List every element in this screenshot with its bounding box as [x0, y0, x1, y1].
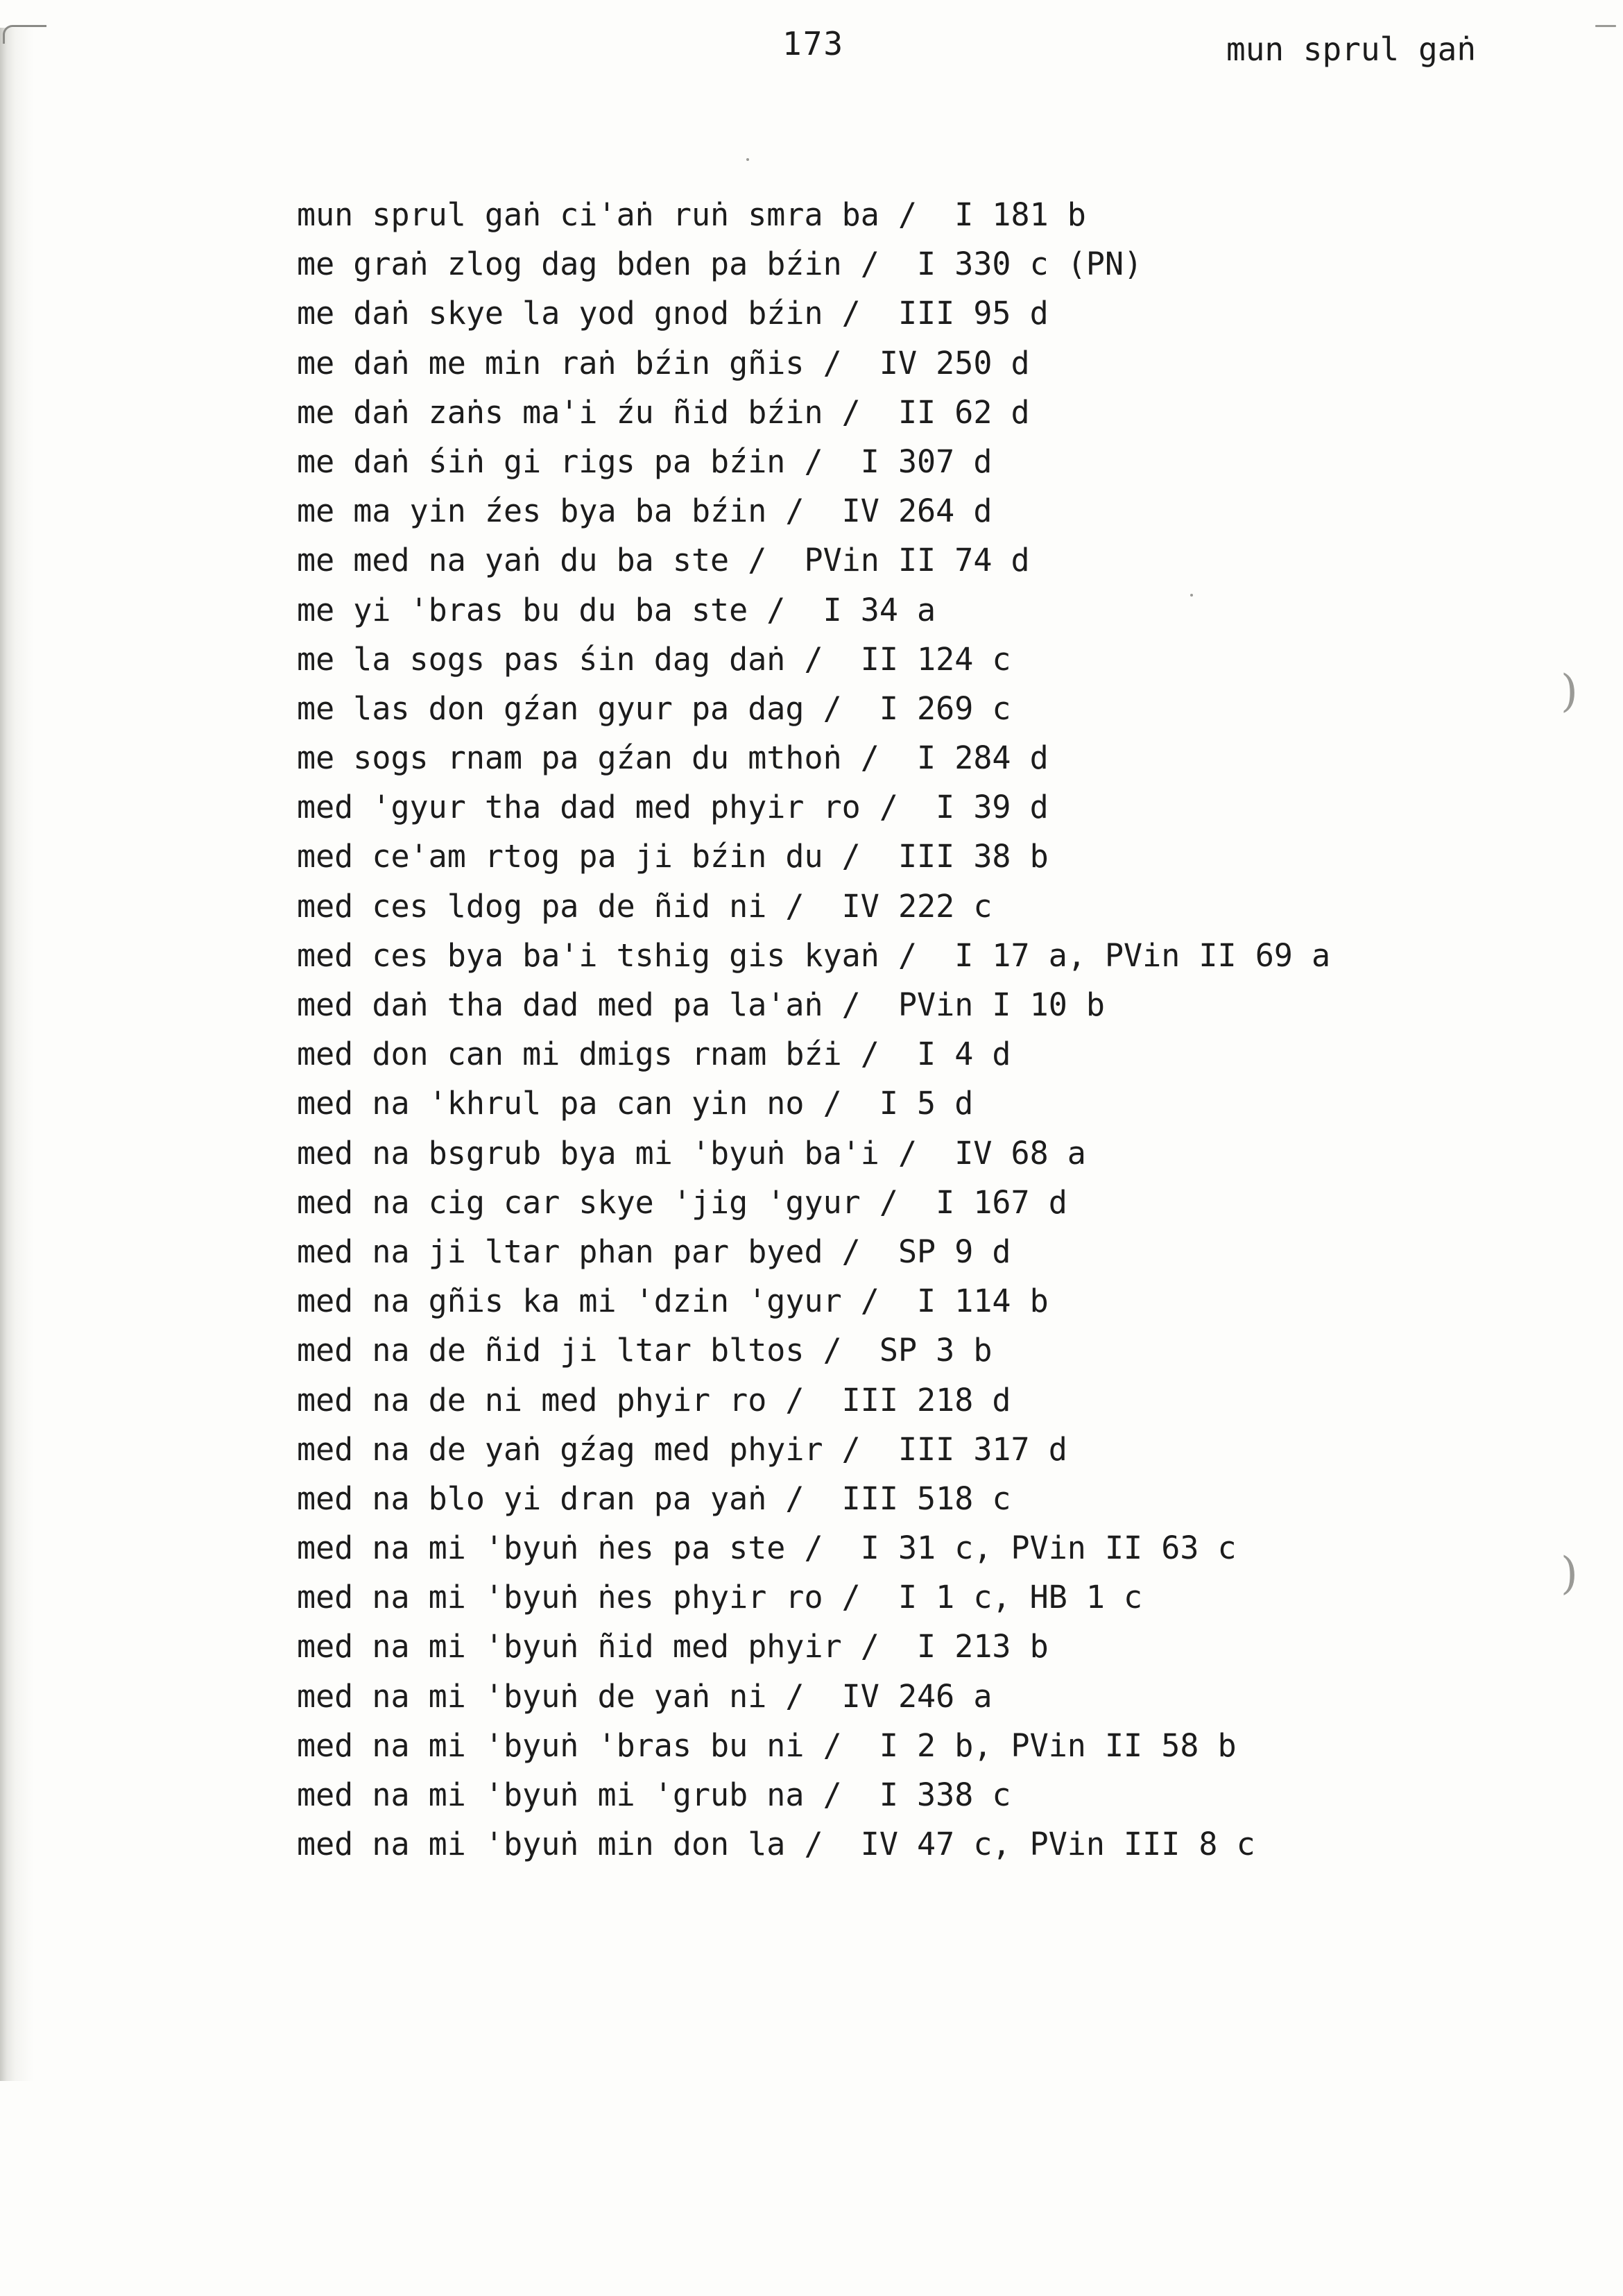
scan-speck — [1190, 594, 1193, 597]
scan-speck — [1595, 25, 1616, 27]
index-entry: med na de yaṅ gźag med phyir / III 317 d — [297, 1430, 1067, 1468]
index-entry: me la sogs pas śin dag daṅ / II 124 c — [297, 640, 1011, 678]
index-entry: me sogs rnam pa gźan du mthoṅ / I 284 d — [297, 739, 1049, 777]
index-entry: med daṅ tha dad med pa la'aṅ / PVin I 10 b — [297, 986, 1105, 1023]
index-entry: me daṅ me min raṅ bźin gñis / IV 250 d — [297, 344, 1030, 382]
index-entry: med na ji ltar phan par byed / SP 9 d — [297, 1233, 1011, 1270]
index-entry: me las don gźan gyur pa dag / I 269 c — [297, 689, 1011, 727]
index-entry: med na mi 'byuṅ mi 'grub na / I 338 c — [297, 1776, 1011, 1813]
index-entry: med ce'am rtog pa ji bźin du / III 38 b — [297, 838, 1049, 875]
index-entry: me med na yaṅ du ba ste / PVin II 74 d — [297, 542, 1030, 579]
index-entry: me ma yin źes bya ba bźin / IV 264 d — [297, 492, 993, 530]
index-entry: med na 'khrul pa can yin no / I 5 d — [297, 1085, 974, 1122]
index-entry: med na mi 'byuṅ ṅes phyir ro / I 1 c, HB 1 c — [297, 1579, 1143, 1616]
index-entry: med na mi 'byuṅ de yaṅ ni / IV 246 a — [297, 1677, 993, 1715]
running-head: mun sprul gaṅ — [1226, 31, 1477, 68]
index-entry: med na mi 'byuṅ 'bras bu ni / I 2 b, PVin II 58 b — [297, 1727, 1237, 1764]
index-entry: med na mi 'byuṅ ñid med phyir / I 213 b — [297, 1628, 1049, 1665]
index-entry: mun sprul gaṅ ci'aṅ ruṅ smra ba / I 181 b — [297, 196, 1086, 233]
scan-corner-mark — [3, 25, 46, 44]
index-entry: me daṅ śiṅ gi rigs pa bźin / I 307 d — [297, 443, 993, 480]
index-entry: me daṅ skye la yod gnod bźin / III 95 d — [297, 295, 1049, 332]
index-entry: med don can mi dmigs rnam bźi / I 4 d — [297, 1036, 1011, 1073]
margin-bracket-mark: ) — [1561, 1548, 1578, 1600]
index-entry: med na bsgrub bya mi 'byuṅ ba'i / IV 68 a — [297, 1134, 1086, 1172]
index-entry: med na mi 'byuṅ ṅes pa ste / I 31 c, PVin II 63 c — [297, 1530, 1237, 1567]
index-entry: me graṅ zlog dag bden pa bźin / I 330 c (PN) — [297, 246, 1143, 283]
page-number: 173 — [782, 25, 845, 62]
index-entry: me yi 'bras bu du ba ste / I 34 a — [297, 591, 936, 628]
index-entry: med na de ni med phyir ro / III 218 d — [297, 1381, 1011, 1419]
margin-bracket-mark: ) — [1561, 666, 1578, 717]
index-entry: me daṅ zaṅs ma'i źu ñid bźin / II 62 d — [297, 393, 1030, 431]
scan-binding-shadow — [0, 28, 33, 2081]
scan-speck — [746, 158, 749, 161]
index-entry: med na mi 'byuṅ min don la / IV 47 c, PVin III 8 c — [297, 1826, 1255, 1863]
index-entry: med na cig car skye 'jig 'gyur / I 167 d — [297, 1183, 1067, 1221]
index-entry: med ces ldog pa de ñid ni / IV 222 c — [297, 887, 993, 925]
verse-index-list — [297, 190, 1434, 1869]
index-entry: med 'gyur tha dad med phyir ro / I 39 d — [297, 789, 1049, 826]
index-entry: med na de ñid ji ltar bltos / SP 3 b — [297, 1332, 993, 1369]
index-entry: med na blo yi dran pa yaṅ / III 518 c — [297, 1480, 1011, 1517]
index-entry: med ces bya ba'i tshig gis kyaṅ / I 17 a, PVin II 69 a — [297, 936, 1331, 974]
index-entry: med na gñis ka mi 'dzin 'gyur / I 114 b — [297, 1283, 1049, 1320]
